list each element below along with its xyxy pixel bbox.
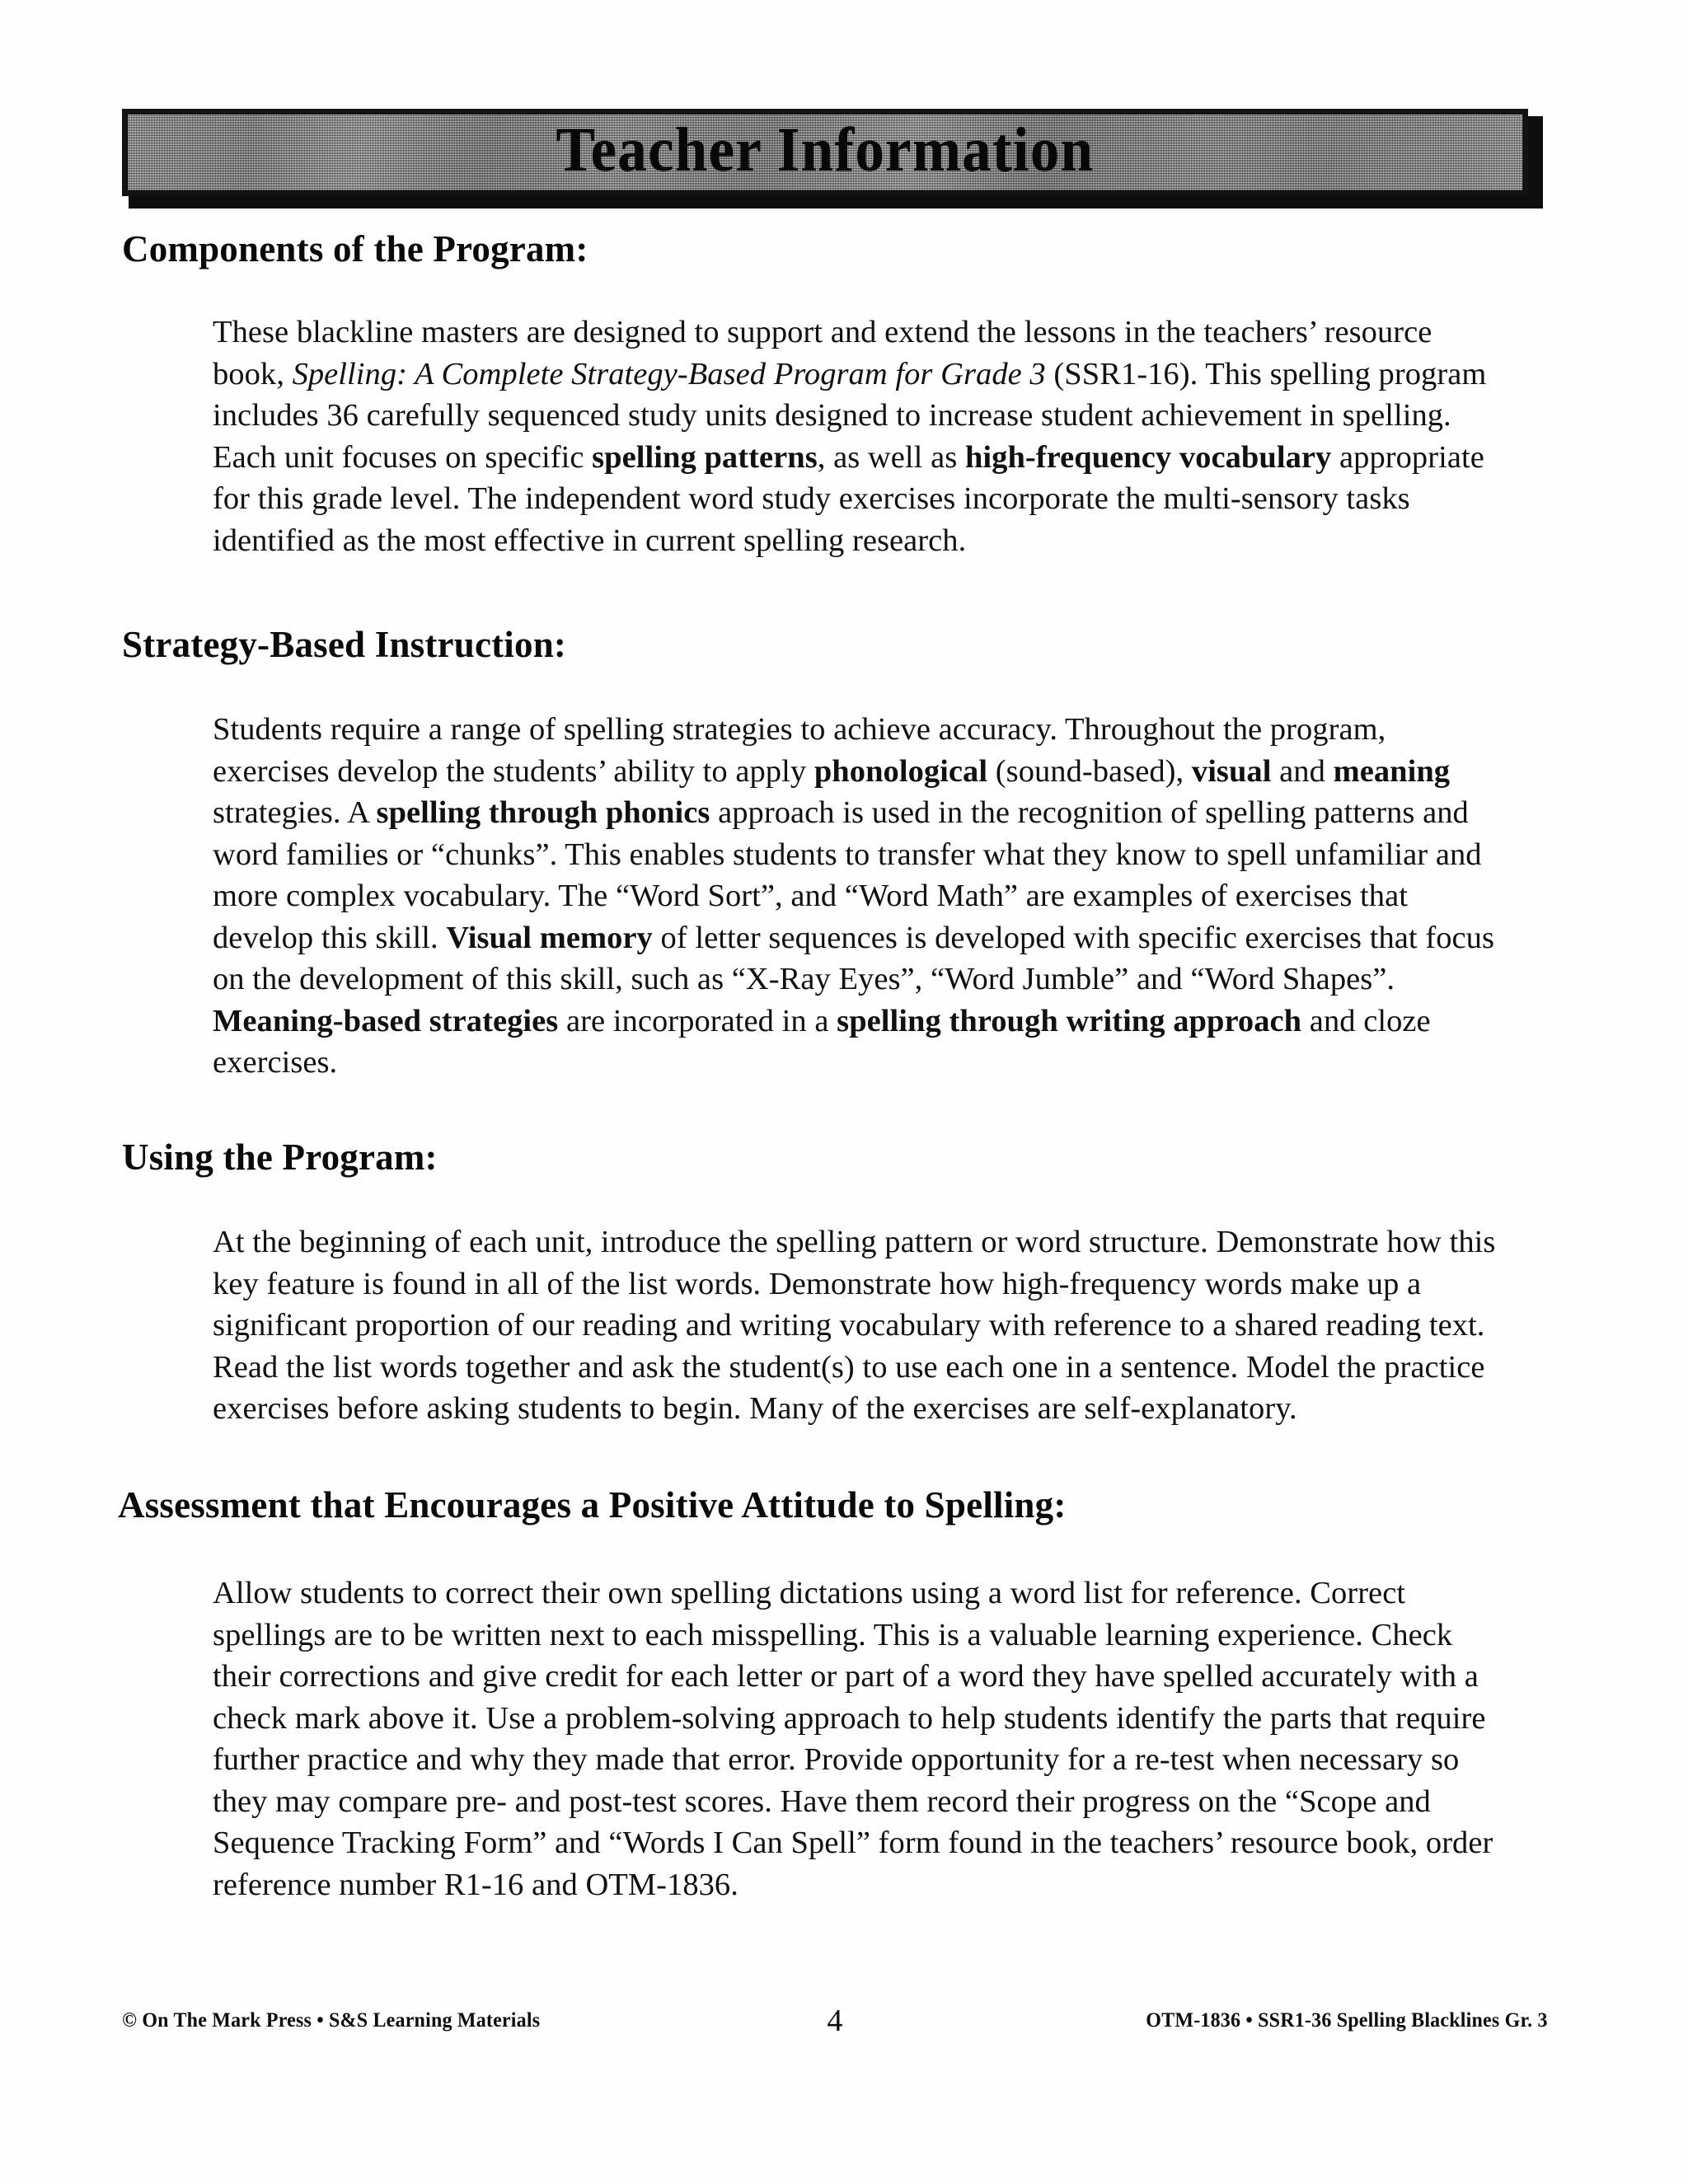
text-run-normal: At the beginning of each unit, introduce the spelling pattern or word structure. Demonstrate how this key feature is found in all of the list words. Demonstrate how high-frequency words make up a significant proportion of our reading and writing vocabulary with reference to a shared reading text. Read the list words together and ask the student(s) to use each one in a sentence. Model the practice exercises before asking students to begin. Many of the exercises are self-explanatory. [213,1225,1496,1426]
text-run-bold: visual [1191,753,1272,789]
footer-product-code: OTM-1836 • SSR1-36 Spelling Blacklines Gr. 3 [1146,2009,1548,2032]
text-run-bold: spelling through writing approach [837,1003,1302,1038]
section-heading-strategy-based-instruction: Strategy-Based Instruction: [122,624,567,665]
section-paragraph-assessment [213,1572,1500,1905]
text-run-normal: Allow students to correct their own spelling dictations using a word list for reference. Correct spellings are to be written next to each misspelling. This is a valuable learning experience. Check their corrections and give credit for each letter or part of a word they have spelled accurately with a check mark above it. Use a problem-solving approach to help students identify the parts that require further practice and why they made that error. Provide opportunity for a re-test when necessary so they may compare pre- and post-test scores. Have them record their progress on the “Scope and Sequence Tracking Form” and “Words I Can Spell” form found in the teachers’ resource book, order reference number R1-16 and OTM-1836. [213,1576,1493,1902]
section-paragraph-strategy-based-instruction [213,709,1500,1084]
text-run-bold: spelling through phonics [376,795,710,830]
text-run-normal: , as well as [817,439,965,475]
text-run-normal: approach is used in the recognition of spelling patterns and word families or “chunks”. This enables students to transfer what they know to spell unfamiliar and more complex vocabulary. The “Word Sort”, and “Word Math” are examples of exercises that develop this skill. [213,795,1482,955]
text-run-normal: are incorporated in a [558,1003,837,1038]
section-heading-components: Components of the Program: [122,228,588,269]
text-run-bold: meaning [1333,753,1451,789]
text-run-bold: Visual memory [446,920,653,955]
text-run-bold: Meaning-based strategies [213,1003,559,1038]
section-heading-using-the-program: Using the Program: [122,1137,438,1178]
section-paragraph-components [213,312,1500,561]
text-run-normal: of letter sequences is developed with specific exercises that focus on the development of this skill, such as “X-Ray Eyes”, “Word Jumble” and “Word Shapes”. [213,920,1494,996]
text-run-normal: (sound-based), [987,753,1192,789]
text-run-normal: These blackline masters are designed to support and extend the lessons in the teachers’ resource book, [213,315,1432,391]
text-run-bold: high-frequency vocabulary [964,439,1332,475]
banner-plate [122,109,1528,196]
section-paragraph-using-the-program [213,1221,1500,1430]
page-header-banner [122,109,1541,206]
text-run-bold: spelling patterns [592,439,818,475]
page-title: Teacher Information [556,115,1095,185]
text-run-italic: Spelling: A Complete Strategy-Based Program for Grade 3 [292,356,1046,391]
text-run-normal: (SSR1-16). This spelling program includes 36 carefully sequenced study units designed to increase student achievement in spelling. Each unit focuses on specific [213,356,1487,475]
text-run-bold: phonological [814,753,988,789]
text-run-normal: and cloze exercises. [213,1003,1431,1080]
section-heading-assessment: Assessment that Encourages a Positive Attitude to Spelling: [118,1484,1067,1526]
text-run-normal: appropriate for this grade level. The independent word study exercises incorporate the multi-sensory tasks identified as the most effective in current spelling research. [213,439,1484,558]
text-run-normal: strategies. A [213,795,377,830]
text-run-normal: and [1271,753,1334,789]
footer-copyright: © On The Mark Press • S&S Learning Materials [122,2009,541,2032]
page-footer [122,2004,1548,2038]
text-run-normal: Students require a range of spelling strategies to achieve accuracy. Throughout the program, exercises develop the students’ ability to apply [213,712,1386,789]
footer-page-number: 4 [827,2004,843,2038]
